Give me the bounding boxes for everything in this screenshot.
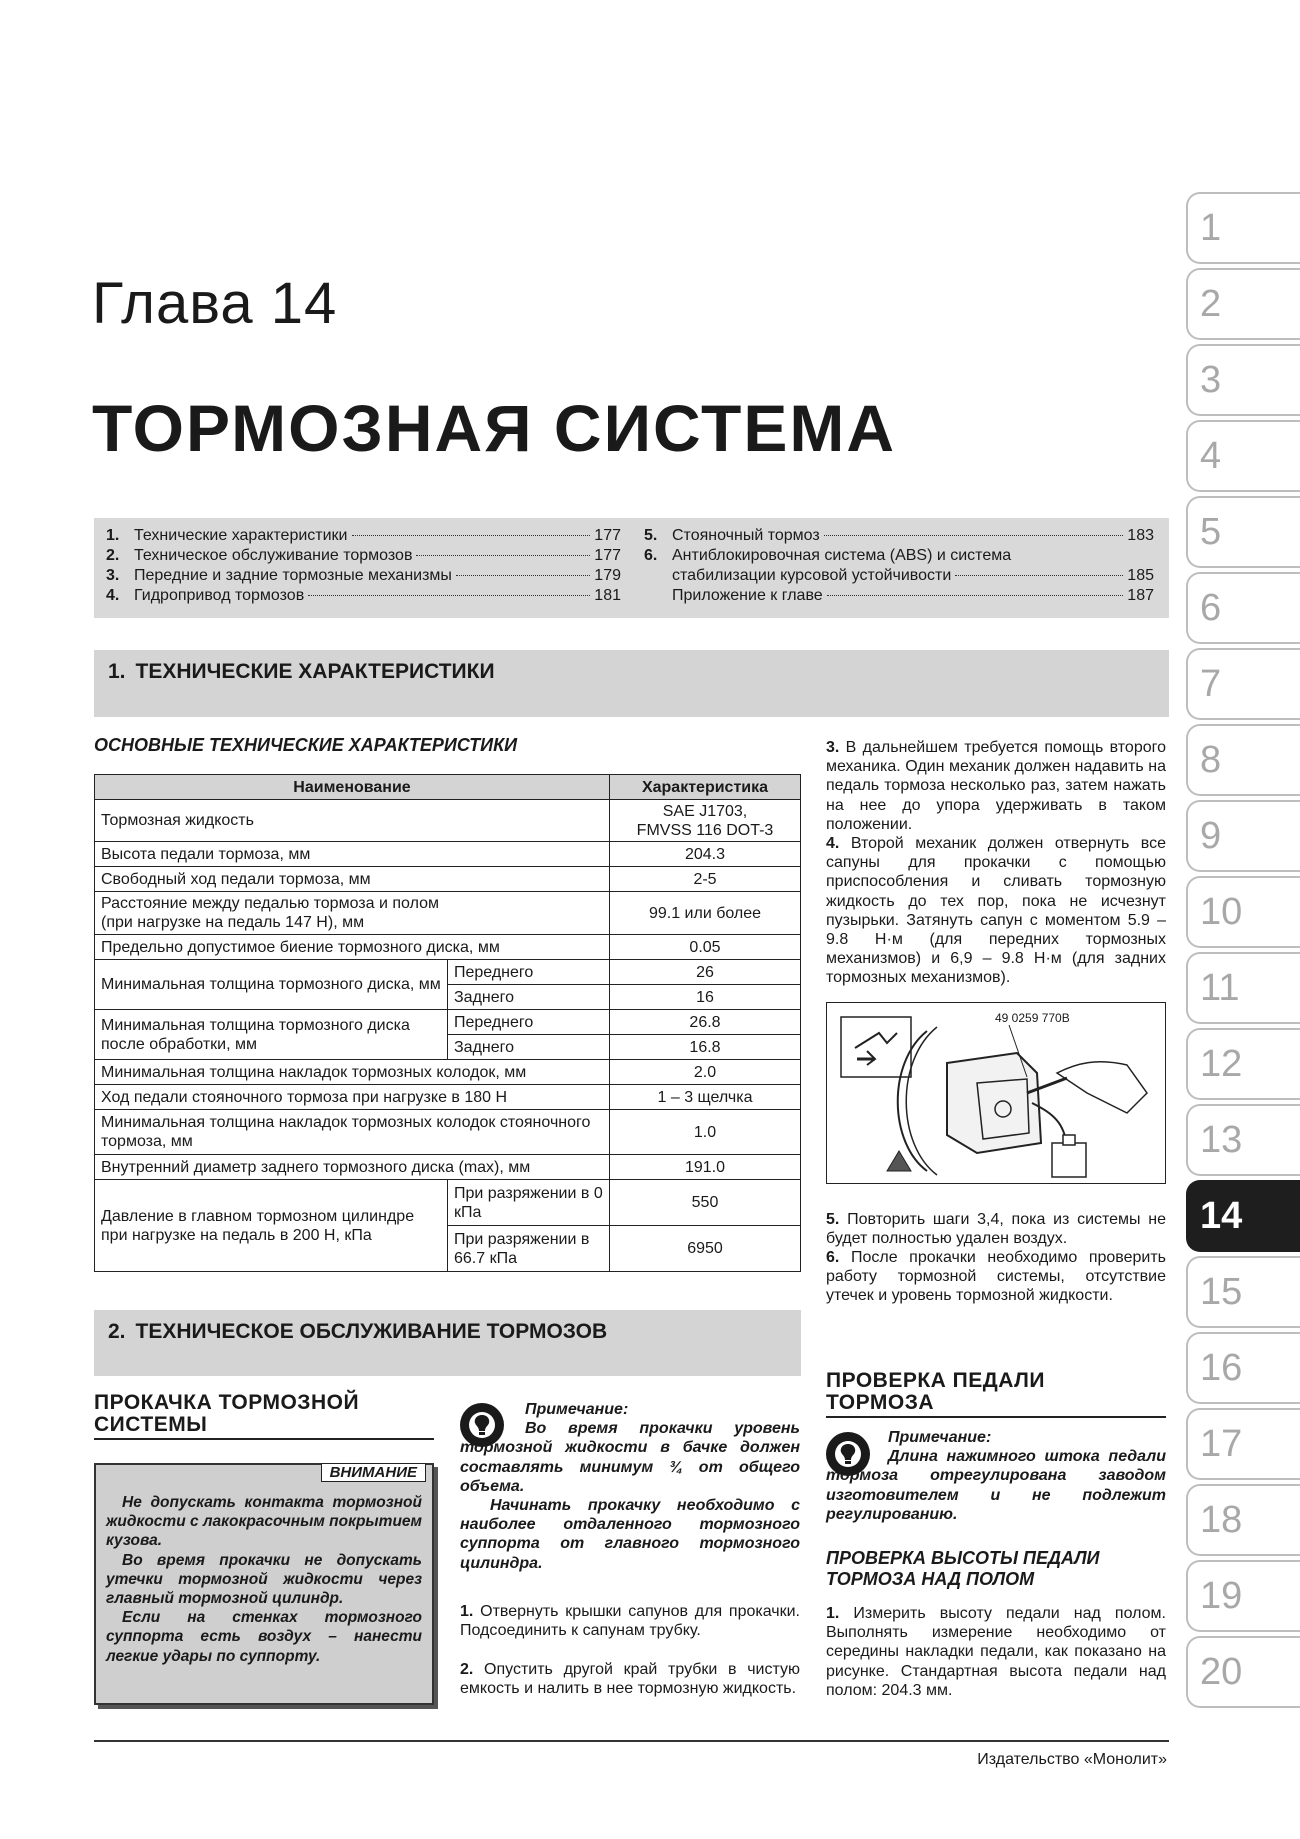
- chapter-tab[interactable]: 20: [1186, 1636, 1300, 1708]
- table-row: Предельно допустимое биение тормозного диска, мм 0.05: [95, 935, 801, 960]
- chapter-tab[interactable]: 3: [1186, 344, 1300, 416]
- chapter-tab[interactable]: 4: [1186, 420, 1300, 492]
- toc-item[interactable]: 6. Антиблокировочная система (ABS) и система: [644, 547, 1012, 564]
- toc-item[interactable]: 3. Передние и задние тормозные механизмы 179: [106, 567, 621, 584]
- section-2-header: 2. ТЕХНИЧЕСКОЕ ОБСЛУЖИВАНИЕ ТОРМОЗОВ: [94, 1310, 801, 1376]
- chapter-tab[interactable]: 11: [1186, 952, 1300, 1024]
- table-of-contents: [94, 518, 1169, 618]
- table-row: Заднего 16.8: [95, 1035, 801, 1060]
- chapter-title: ТОРМОЗНАЯ СИСТЕМА: [92, 391, 897, 465]
- table-row: Свободный ход педали тормоза, мм 2-5: [95, 867, 801, 892]
- chapter-tab[interactable]: 2: [1186, 268, 1300, 340]
- specs-heading: ОСНОВНЫЕ ТЕХНИЧЕСКИЕ ХАРАКТЕРИСТИКИ: [94, 735, 518, 755]
- publisher-footer: Издательство «Монолит»: [977, 1751, 1167, 1768]
- toc-item[interactable]: Приложение к главе 187: [672, 587, 1154, 604]
- table-row: Минимальная толщина тормозного диска, мм Переднего 26: [95, 960, 801, 985]
- bleeding-heading: ПРОКАЧКА ТОРМОЗНОЙ СИСТЕМЫ: [94, 1392, 434, 1440]
- chapter-tab[interactable]: 1: [1186, 192, 1300, 264]
- table-row: Минимальная толщина тормозного диска после обработки, мм Переднего 26.8: [95, 1010, 801, 1035]
- brake-bleeding-figure: [826, 1002, 1166, 1184]
- toc-item[interactable]: 2. Техническое обслуживание тормозов 177: [106, 547, 621, 564]
- table-row: Высота педали тормоза, мм 204.3: [95, 842, 801, 867]
- bleed-step-1: 1. Отвернуть крышки сапунов для прокачки. Подсоединить к сапунам трубку.: [460, 1603, 800, 1640]
- figure-code: 49 0259 770B: [995, 1011, 1070, 1025]
- bleed-step-2: 2. Опустить другой край трубки в чистую емкость и налить в нее тормозную жидкость.: [460, 1661, 800, 1698]
- bleeding-note: Примечание: Во время прокачки уровень тормозной жидкости в бачке должен составлять минимум ¾ от общего объема. Начинать прокачку необходимо с наиболее отдаленного тормозного суппорта от главного тормозного цилиндра.: [460, 1401, 800, 1572]
- toc-item[interactable]: 1. Технические характеристики 177: [106, 527, 621, 544]
- toc-item[interactable]: стабилизации курсовой устойчивости 185: [672, 567, 1154, 584]
- chapter-tab[interactable]: 18: [1186, 1484, 1300, 1556]
- chapter-tab[interactable]: 10: [1186, 876, 1300, 948]
- table-row: Тормозная жидкость SAE J1703, FMVSS 116 DOT-3: [95, 800, 801, 842]
- specs-table: [94, 774, 801, 1272]
- table-row: Минимальная толщина накладок тормозных колодок стояночного тормоза, мм 1.0: [95, 1110, 801, 1155]
- table-row: Минимальная толщина накладок тормозных колодок, мм 2.0: [95, 1060, 801, 1085]
- pedal-check-note: Примечание: Длина нажимного штока педали тормоза отрегулирована заводом изготовителем и не подлежит регулированию.: [826, 1429, 1166, 1523]
- step-3-text: 3. В дальнейшем требуется помощь второго механика. Один механик должен надавить на педаль тормоза несколько раз, затем нажать на нее до упора удерживать в таком положении.: [826, 739, 1167, 833]
- chapter-tab[interactable]: 7: [1186, 648, 1300, 720]
- brake-caliper-illustration: [827, 1003, 1164, 1182]
- table-row: Расстояние между педалью тормоза и полом (при нагрузке на педаль 147 Н), мм 99.1 или более: [95, 892, 801, 935]
- pedal-height-heading: ПРОВЕРКА ВЫСОТЫ ПЕДАЛИ ТОРМОЗА НАД ПОЛОМ: [826, 1548, 1100, 1589]
- chapter-tab[interactable]: 6: [1186, 572, 1300, 644]
- chapter-label: Глава 14: [92, 271, 338, 336]
- pedal-check-heading: ПРОВЕРКА ПЕДАЛИ ТОРМОЗА: [826, 1370, 1166, 1418]
- warning-tag: ВНИМАНИЕ: [321, 1463, 426, 1482]
- section-1-header: 1. ТЕХНИЧЕСКИЕ ХАРАКТЕРИСТИКИ: [94, 650, 1169, 717]
- step-6-text: 6. После прокачки необходимо проверить работу тормозной системы, отсутствие утечек и уровень тормозной жидкости.: [826, 1249, 1166, 1305]
- chapter-tab[interactable]: 17: [1186, 1408, 1300, 1480]
- table-header-name: Наименование: [95, 775, 610, 800]
- table-row: Заднего 16: [95, 985, 801, 1010]
- table-row: При разряжении в 66.7 кПа 6950: [95, 1226, 801, 1272]
- toc-item[interactable]: 5. Стояночный тормоз 183: [644, 527, 1154, 544]
- chapter-tab-active[interactable]: 14: [1186, 1180, 1300, 1252]
- chapter-tab[interactable]: 9: [1186, 800, 1300, 872]
- table-row: Давление в главном тормозном цилиндре при нагрузке на педаль в 200 Н, кПа При разряжении в 0 кПа 550: [95, 1180, 801, 1226]
- warning-box: [94, 1463, 434, 1705]
- chapter-tab[interactable]: 13: [1186, 1104, 1300, 1176]
- step-4-text: 4. Второй механик должен отвернуть все сапуны для прокачки с помощью приспособления и сливать тормозную жидкость до тех пор, пока не исчезнут пузырьки. Затянуть сапун с моментом 5.9 – 9.8 Н·м (для передних тормозных механизмов) и 6,9 – 9.8 Н·м (для задних тормозных механизмов).: [826, 835, 1166, 987]
- chapter-tab[interactable]: 8: [1186, 724, 1300, 796]
- table-header-value: Характеристика: [610, 775, 801, 800]
- chapter-tab[interactable]: 19: [1186, 1560, 1300, 1632]
- table-row: Ход педали стояночного тормоза при нагрузке в 180 Н 1 – 3 щелчка: [95, 1085, 801, 1110]
- toc-item[interactable]: 4. Гидропривод тормозов 181: [106, 587, 621, 604]
- step-5-text: 5. Повторить шаги 3,4, пока из системы не будет полностью удален воздух.: [826, 1211, 1167, 1248]
- chapter-tab[interactable]: 12: [1186, 1028, 1300, 1100]
- chapter-tab[interactable]: 5: [1186, 496, 1300, 568]
- footer-rule: [94, 1740, 1169, 1742]
- chapter-tab[interactable]: 15: [1186, 1256, 1300, 1328]
- chapter-tab[interactable]: 16: [1186, 1332, 1300, 1404]
- pedal-height-step-1: 1. Измерить высоту педали над полом. Выполнять измерение необходимо от середины накладки педали, как показано на рисунке. Стандартная высота педали над полом: 204.3 мм.: [826, 1605, 1167, 1699]
- table-row: Внутренний диаметр заднего тормозного диска (max), мм 191.0: [95, 1155, 801, 1180]
- warning-text: Не допускать контакта тормозной жидкости с лакокрасочным покрытием кузова. Во время прокачки не допускать утечки тормозной жидкости через главный тормозной цилиндр. Если на стенках тормозного суппорта есть воздух – нанести легкие удары по суппорту.: [106, 1494, 422, 1665]
